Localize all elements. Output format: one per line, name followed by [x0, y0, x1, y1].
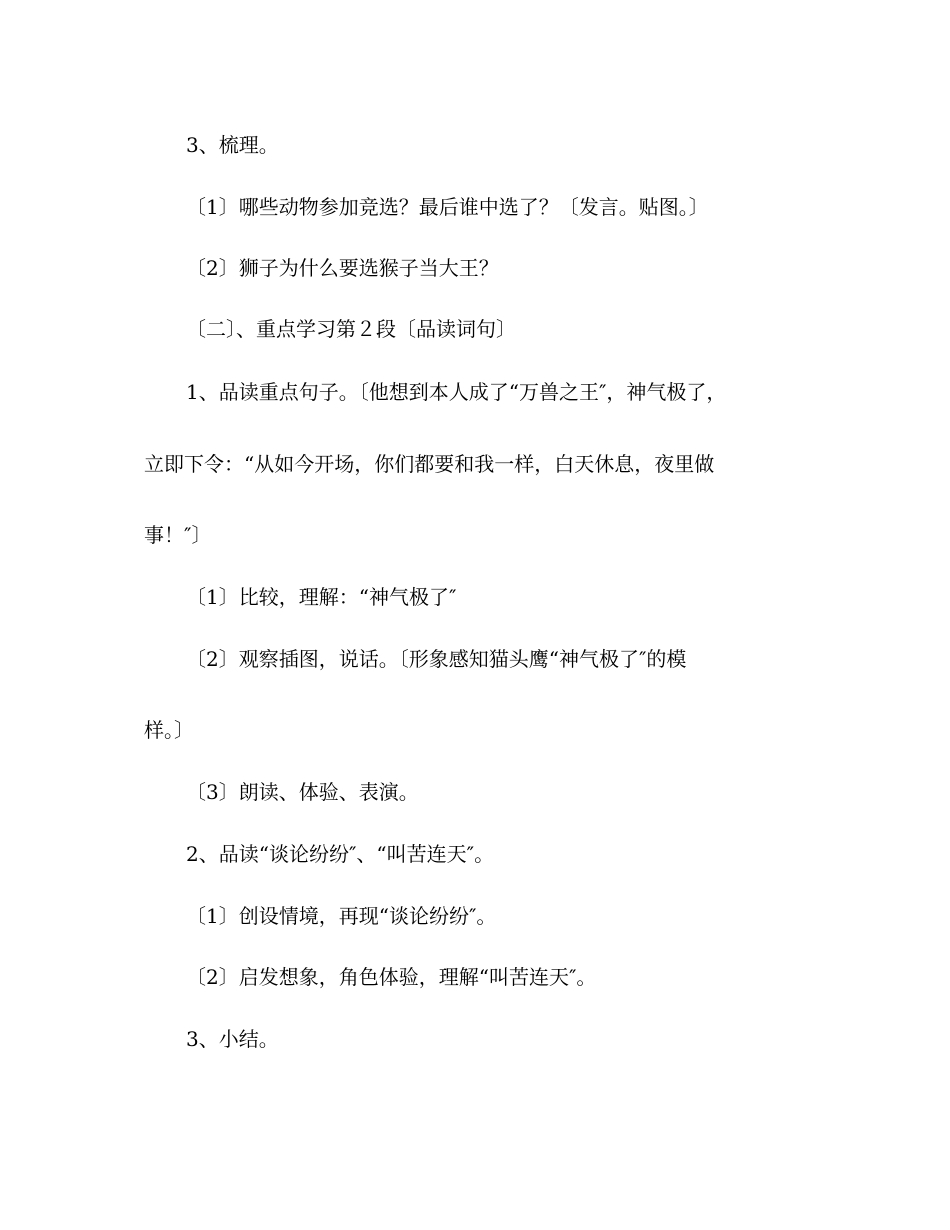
list-item: 〔1〕比较，理解：“神气极了″ [186, 585, 457, 609]
list-item: 〔1〕哪些动物参加竞选？最后谁中选了？〔发言。贴图。〕 [186, 195, 709, 219]
list-item: 〔2〕观察插图，说话。〔形象感知猫头鹰“神气极了″的模 [186, 647, 687, 671]
list-item: 〔1〕创设情境，再现“谈论纷纷″。 [186, 904, 497, 928]
paragraph-line: 事！″〕 [144, 523, 212, 547]
section-heading: 2、品读“谈论纷纷″、“叫苦连天″。 [186, 842, 495, 866]
list-item: 〔2〕启发想象，角色体验，理解“叫苦连天″。 [186, 965, 597, 989]
list-item: 〔3〕朗读、体验、表演。 [186, 780, 419, 804]
paragraph-line: 1、品读重点句子。〔他想到本人成了“万兽之王″，神气极了， [186, 380, 727, 404]
paragraph-line: 立即下令：“从如今开场，你们都要和我一样，白天休息，夜里做 [144, 452, 715, 476]
section-heading: 〔二〕、重点学习第２段〔品读词句〕 [186, 317, 516, 341]
list-item: 〔2〕狮子为什么要选猴子当大王？ [186, 256, 499, 280]
section-heading-conclusion: 3、小结。 [186, 1027, 279, 1051]
section-heading-summary: 3、梳理。 [186, 133, 279, 157]
paragraph-line: 样。〕 [144, 718, 194, 742]
